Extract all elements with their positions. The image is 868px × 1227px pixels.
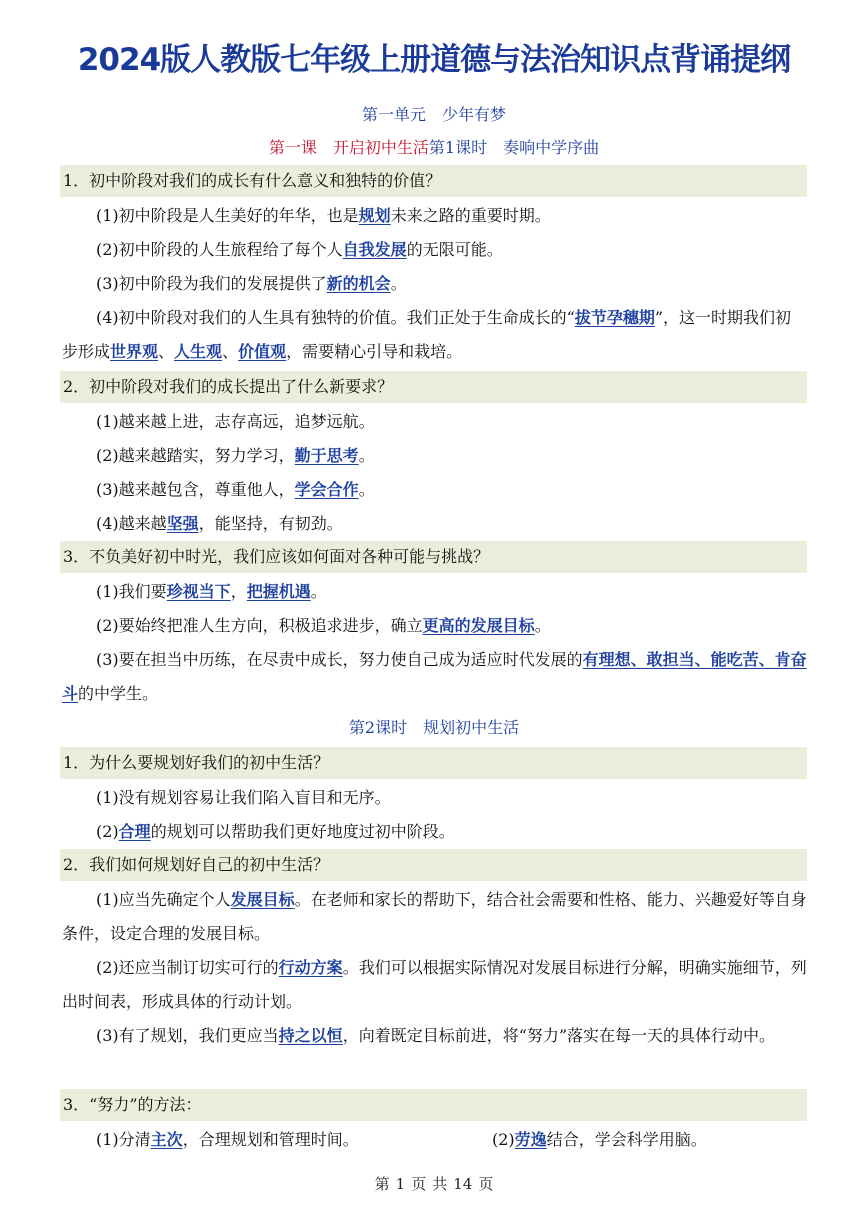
lesson-title-chapter: 第一课 开启初中生活 bbox=[268, 138, 429, 157]
keyword: 珍视当下 bbox=[166, 582, 231, 601]
answer-paragraph: (4)越来越坚强，能坚持，有韧劲。 bbox=[96, 514, 343, 533]
answer-paragraph: (2)越来越踏实，努力学习，勤于思考。 bbox=[96, 446, 375, 465]
keyword: 世界观 bbox=[110, 342, 159, 361]
keyword: 自我发展 bbox=[342, 240, 407, 259]
keyword: 发展目标 bbox=[230, 890, 295, 909]
question-heading: 1．初中阶段对我们的成长有什么意义和独特的价值？ bbox=[60, 165, 807, 197]
keyword: 坚强 bbox=[166, 514, 199, 533]
question-heading: 2．初中阶段对我们的成长提出了什么新要求？ bbox=[60, 371, 807, 403]
answer-paragraph: (4)初中阶段对我们的人生具有独特的价值。我们正处于生命成长的“拔节孕穗期”，这一时期我们初步形成世界观、人生观、价值观，需要精心引导和栽培。 bbox=[62, 308, 792, 361]
keyword: 持之以恒 bbox=[278, 1026, 343, 1045]
question-heading: 3．不负美好初中时光，我们应该如何面对各种可能与挑战？ bbox=[60, 541, 807, 573]
answer-paragraph: (2)合理的规划可以帮助我们更好地度过初中阶段。 bbox=[96, 822, 455, 841]
keyword: 主次 bbox=[150, 1130, 183, 1149]
answer-paragraph: (1)分清主次，合理规划和管理时间。 (2)劳逸结合，学会科学用脑。 bbox=[62, 1123, 807, 1157]
answer-paragraph: (2)初中阶段的人生旅程给了每个人自我发展的无限可能。 bbox=[96, 240, 503, 259]
keyword: 勤于思考 bbox=[294, 446, 359, 465]
keyword: 新的机会 bbox=[326, 274, 391, 293]
answer-paragraph: (3)初中阶段为我们的发展提供了新的机会。 bbox=[96, 274, 407, 293]
page-number: 1 bbox=[395, 1175, 406, 1193]
question-heading: 3．“努力”的方法： bbox=[60, 1089, 807, 1121]
lesson-title-period: 第1课时 奏响中学序曲 bbox=[428, 138, 600, 157]
page-footer: 第 1 页 共 14 页 bbox=[374, 1175, 494, 1193]
keyword: 行动方案 bbox=[278, 958, 343, 977]
keyword: 合理 bbox=[118, 822, 151, 841]
answer-paragraph: (3)有了规划，我们更应当持之以恒，向着既定目标前进，将“努力”落实在每一天的具体行动中。 bbox=[96, 1026, 776, 1045]
answer-paragraph: (1)应当先确定个人发展目标。在老师和家长的帮助下，结合社会需要和性格、能力、兴趣爱好等自身条件，设定合理的发展目标。 bbox=[62, 890, 807, 943]
answer-paragraph: (3)要在担当中历练，在尽责中成长，努力使自己成为适应时代发展的有理想、敢担当、能吃苦、肯奋斗的中学生。 bbox=[62, 650, 807, 703]
keyword: 价值观 bbox=[238, 342, 287, 361]
keyword: 把握机遇 bbox=[246, 582, 311, 601]
question-heading: 1．为什么要规划好我们的初中生活？ bbox=[60, 747, 807, 779]
keyword: 有理想、敢担当、能吃苦、肯奋斗 bbox=[62, 650, 807, 703]
page-total: 14 bbox=[453, 1175, 473, 1193]
answer-paragraph: (1)我们要珍视当下，把握机遇。 bbox=[96, 582, 327, 601]
answer-paragraph: (1)初中阶段是人生美好的年华，也是规划未来之路的重要时期。 bbox=[96, 206, 551, 225]
answer-paragraph: (2)要始终把准人生方向，积极追求进步，确立更高的发展目标。 bbox=[96, 616, 551, 635]
keyword: 劳逸 bbox=[514, 1130, 547, 1149]
question-heading: 2．我们如何规划好自己的初中生活？ bbox=[60, 849, 807, 881]
answer-paragraph: (2)还应当制订切实可行的行动方案。我们可以根据实际情况对发展目标进行分解，明确实施细节，列出时间表，形成具体的行动计划。 bbox=[62, 958, 807, 1011]
keyword: 人生观 bbox=[174, 342, 223, 361]
lesson-period-title: 第2课时 规划初中生活 bbox=[348, 718, 520, 737]
answer-paragraph: (3)越来越包含，尊重他人，学会合作。 bbox=[96, 480, 375, 499]
keyword: 规划 bbox=[358, 206, 391, 225]
answer-paragraph-right: (2)劳逸结合，学会科学用脑。 bbox=[492, 1130, 707, 1149]
lesson-title bbox=[0, 136, 868, 160]
answer-paragraph: (1)没有规划容易让我们陷入盲目和无序。 bbox=[96, 788, 391, 807]
document-title: 2024版人教版七年级上册道德与法治知识点背诵提纲 bbox=[77, 42, 791, 78]
keyword: 拔节孕穗期 bbox=[574, 308, 655, 327]
keyword: 学会合作 bbox=[294, 480, 359, 499]
answer-paragraph: (1)越来越上进，志存高远，追梦远航。 bbox=[96, 412, 375, 431]
keyword: 更高的发展目标 bbox=[422, 616, 535, 635]
unit-title: 第一单元 少年有梦 bbox=[361, 105, 506, 124]
